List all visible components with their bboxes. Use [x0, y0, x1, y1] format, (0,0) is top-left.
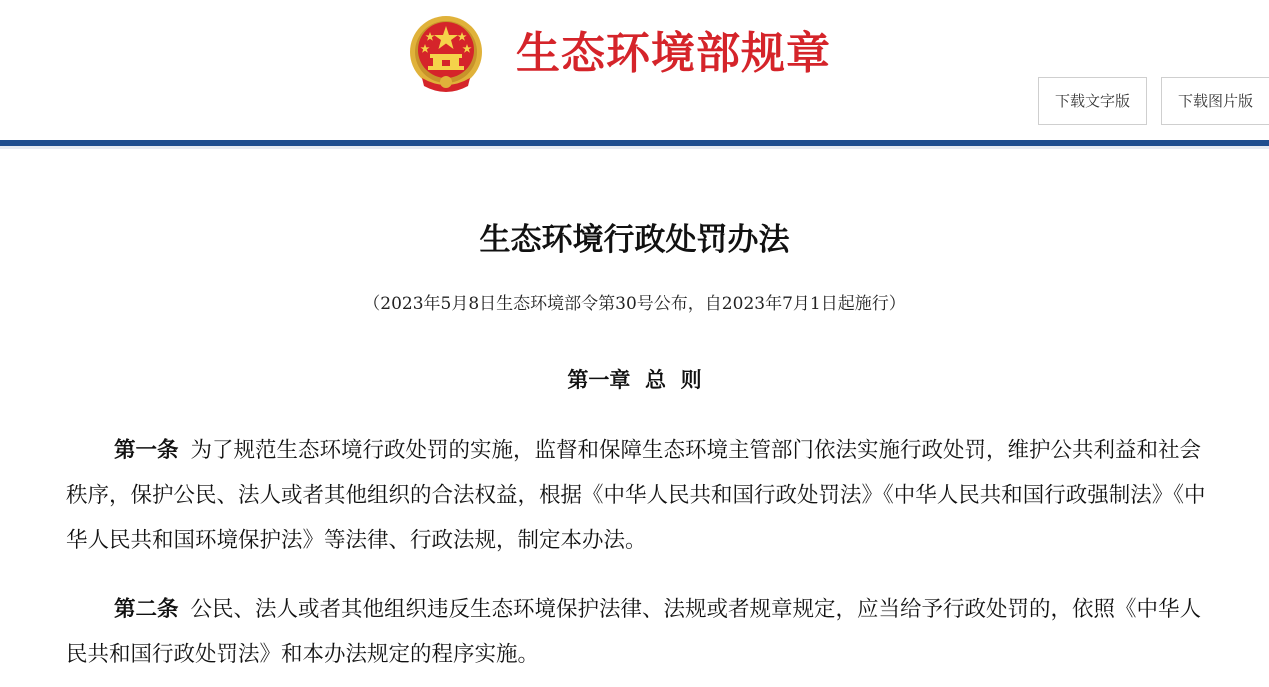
article-text: 公民、法人或者其他组织违反生态环境保护法律、法规或者规章规定，应当给予行政处罚的，依照《中华人民共和国行政处罚法》和本办法规定的程序实施。	[66, 597, 1202, 667]
site-title: 生态环境部规章	[516, 28, 831, 79]
header-divider-shadow	[0, 146, 1269, 149]
article-paragraph	[66, 587, 1206, 677]
article-label: 第一条	[114, 438, 179, 463]
article-label: 第二条	[114, 597, 179, 622]
download-text-button[interactable]: 下载文字版	[1038, 77, 1147, 125]
national-emblem-icon	[408, 12, 484, 96]
article-text: 为了规范生态环境行政处罚的实施，监督和保障生态环境主管部门依法实施行政处罚，维护公共利益和社会秩序，保护公民、法人或者其他组织的合法权益，根据《中华人民共和国行政处罚法》《中华人民共和国行政强制法》《中华人民共和国环境保护法》等法律、行政法规，制定本办法。	[66, 438, 1206, 553]
document-subtitle: （2023年5月8日生态环境部令第30号公布，自2023年7月1日起施行）	[363, 294, 906, 314]
article-paragraph	[66, 428, 1206, 563]
chapter-heading: 第一章 总 则	[567, 367, 702, 392]
document-title: 生态环境行政处罚办法	[479, 222, 790, 258]
page-header	[0, 0, 1269, 140]
download-image-button[interactable]: 下载图片版	[1161, 77, 1269, 125]
